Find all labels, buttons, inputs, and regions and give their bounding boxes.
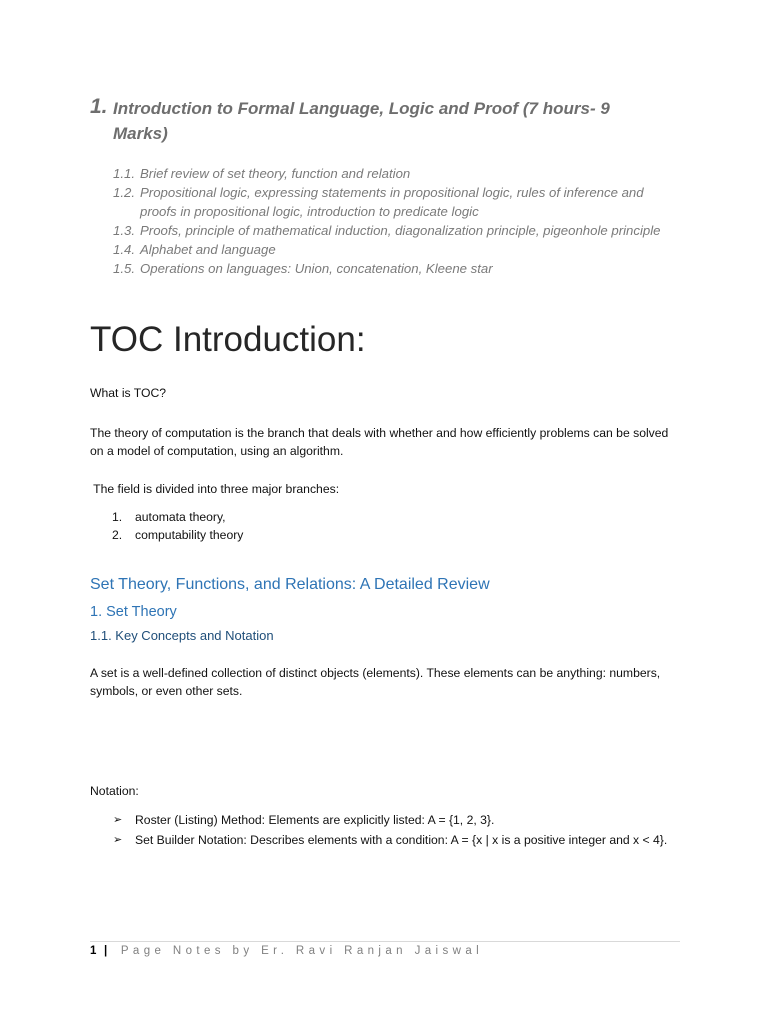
list-item: [112, 508, 243, 526]
list-item-text: automata theory,: [135, 510, 226, 524]
topic-item: [113, 221, 673, 240]
topic-number: 1.2.: [113, 185, 135, 200]
subsubsection-heading: 1.1. Key Concepts and Notation: [90, 628, 274, 643]
list-item-number: 2.: [112, 528, 123, 542]
branches-intro: The field is divided into three major branches:: [90, 482, 340, 496]
footer-text: Page Notes by Er. Ravi Ranjan Jaiswal: [120, 945, 484, 957]
list-item: [113, 830, 678, 850]
topic-item: [113, 164, 673, 183]
topic-list: [113, 164, 673, 278]
footer-divider: [90, 941, 680, 942]
list-item: [112, 526, 243, 544]
topic-text: Operations on languages: Union, concatenation, Kleene star: [140, 261, 493, 276]
topic-text: Proofs, principle of mathematical induction, diagonalization principle, pigeonhole principle: [140, 223, 661, 238]
section-heading: Set Theory, Functions, and Relations: A Detailed Review: [90, 576, 490, 593]
notation-list: [113, 810, 678, 850]
footer-page-number: 1: [90, 945, 97, 957]
definition-paragraph: The theory of computation is the branch that deals with whether and how efficiently problems can be solved on a model of computation, using an algorithm.: [90, 426, 669, 458]
topic-text: Propositional logic, expressing statements in propositional logic, rules of inference and proofs in propositional logic, introduction to predicate logic: [140, 185, 644, 219]
topic-item: [113, 259, 673, 278]
main-title: TOC Introduction:: [90, 320, 366, 359]
list-item-text: Roster (Listing) Method: Elements are explicitly listed: A = {1, 2, 3}.: [135, 813, 495, 827]
set-definition-paragraph: A set is a well-defined collection of distinct objects (elements). These elements can be anything: numbers, symbols, or even other sets.: [90, 666, 661, 698]
branches-list: [112, 508, 243, 544]
chapter-number: 1.: [90, 95, 108, 118]
topic-number: 1.3.: [113, 223, 135, 238]
list-item-text: Set Builder Notation: Describes elements with a condition: A = {x | x is a positive integer and x < 4}.: [135, 833, 668, 847]
list-item: [113, 810, 678, 830]
subsection-heading: 1. Set Theory: [90, 604, 177, 620]
topic-number: 1.4.: [113, 242, 135, 257]
arrow-bullet-icon: ➢: [113, 814, 123, 826]
chapter-heading: [90, 96, 650, 146]
list-item-number: 1.: [112, 510, 123, 524]
question-text: What is TOC?: [90, 386, 167, 400]
list-item-text: computability theory: [135, 528, 244, 542]
topic-text: Alphabet and language: [140, 242, 276, 257]
arrow-bullet-icon: ➢: [113, 834, 123, 846]
footer-separator: |: [104, 945, 108, 957]
notation-label: Notation:: [90, 784, 139, 798]
topic-item: [113, 183, 673, 221]
topic-number: 1.1.: [113, 166, 135, 181]
chapter-title: Introduction to Formal Language, Logic and Proof (7 hours- 9 Marks): [113, 99, 610, 143]
topic-item: [113, 240, 673, 259]
page-footer: [90, 943, 483, 959]
topic-number: 1.5.: [113, 261, 135, 276]
topic-text: Brief review of set theory, function and relation: [140, 166, 411, 181]
